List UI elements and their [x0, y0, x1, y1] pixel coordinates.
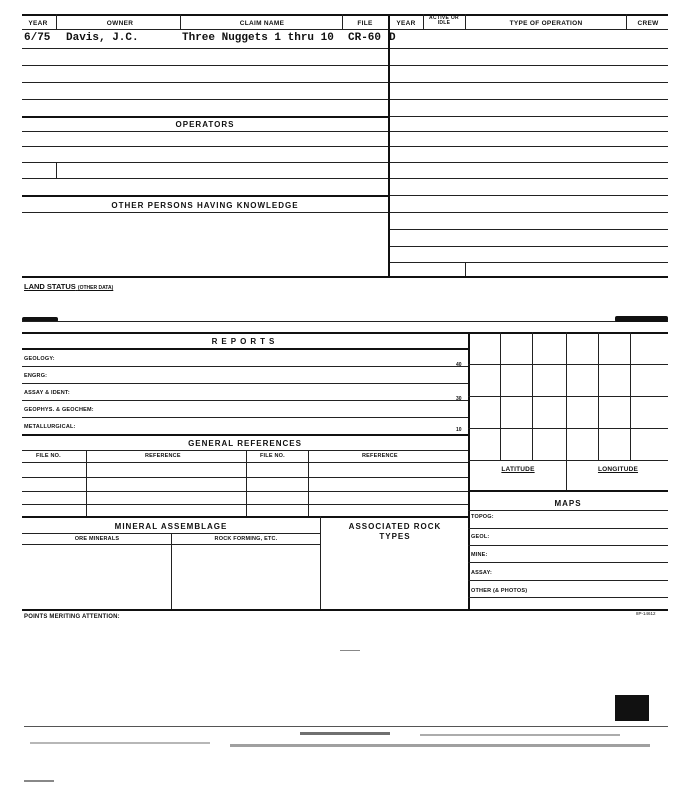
land-status-label: LAND STATUS [24, 282, 76, 291]
maps-other: OTHER (& PHOTOS) [471, 588, 528, 594]
maps-title: MAPS [554, 499, 582, 508]
rock-forming-label: ROCK FORMING, ETC. [214, 536, 278, 542]
row-status: D [389, 32, 396, 44]
header-year-2: YEAR [396, 20, 416, 27]
report-engrg-num: 40 [456, 362, 462, 368]
report-geophys: GEOPHYS. & GEOCHEM: [24, 407, 94, 413]
mineral-assemblage-title: MINERAL ASSEMBLAGE [114, 522, 228, 531]
operators-title: OPERATORS [175, 120, 235, 129]
header-crew: CREW [637, 20, 659, 27]
row-file: CR-60 [348, 32, 382, 44]
header-file: FILE [357, 20, 373, 27]
redaction-mark-right [615, 316, 668, 322]
points-meriting-attention: POINTS MERITING ATTENTION: [24, 614, 120, 620]
maps-topog: TOPOG: [471, 514, 494, 520]
header-year: YEAR [28, 20, 48, 27]
report-assay: ASSAY & IDENT: [24, 390, 70, 396]
land-status-sub: (OTHER DATA) [77, 285, 114, 291]
maps-mine: MINE: [471, 552, 488, 558]
maps-geol: GEOL: [471, 534, 490, 540]
header-owner: OWNER [106, 20, 134, 27]
associated-rock-types: ASSOCIATED ROCK TYPES [348, 522, 442, 541]
other-persons-title: OTHER PERSONS HAVING KNOWLEDGE [111, 201, 299, 210]
report-engrg: ENGRG: [24, 373, 48, 379]
ore-minerals-label: ORE MINERALS [74, 536, 120, 542]
header-claim-name: CLAIM NAME [239, 20, 285, 27]
reports-title: REPORTS [211, 337, 279, 346]
row-claim-name: Three Nuggets 1 thru 10 [182, 32, 334, 44]
row-year: 6/75 [24, 32, 51, 44]
report-geophys-num: 30 [456, 396, 462, 402]
latitude-label: LATITUDE [501, 466, 535, 473]
header-active-idle: ACTIVE OR IDLE [429, 15, 459, 26]
row-owner: Davis, J.C. [66, 32, 139, 44]
general-references-title: GENERAL REFERENCES [188, 439, 302, 448]
form-number: 8P-14612 [636, 611, 656, 616]
report-metallurgical-num: 10 [456, 427, 462, 433]
report-metallurgical: METALLURGICAL: [24, 424, 76, 430]
report-geology: GEOLOGY: [24, 356, 55, 362]
header-type-of-operation: TYPE OF OPERATION [509, 20, 583, 27]
maps-assay: ASSAY: [471, 570, 493, 576]
gr-reference: REFERENCE [145, 453, 181, 459]
gr-file-no-2: FILE NO. [260, 453, 285, 459]
longitude-label: LONGITUDE [597, 466, 639, 473]
gr-reference-2: REFERENCE [362, 453, 398, 459]
gr-file-no: FILE NO. [36, 453, 61, 459]
